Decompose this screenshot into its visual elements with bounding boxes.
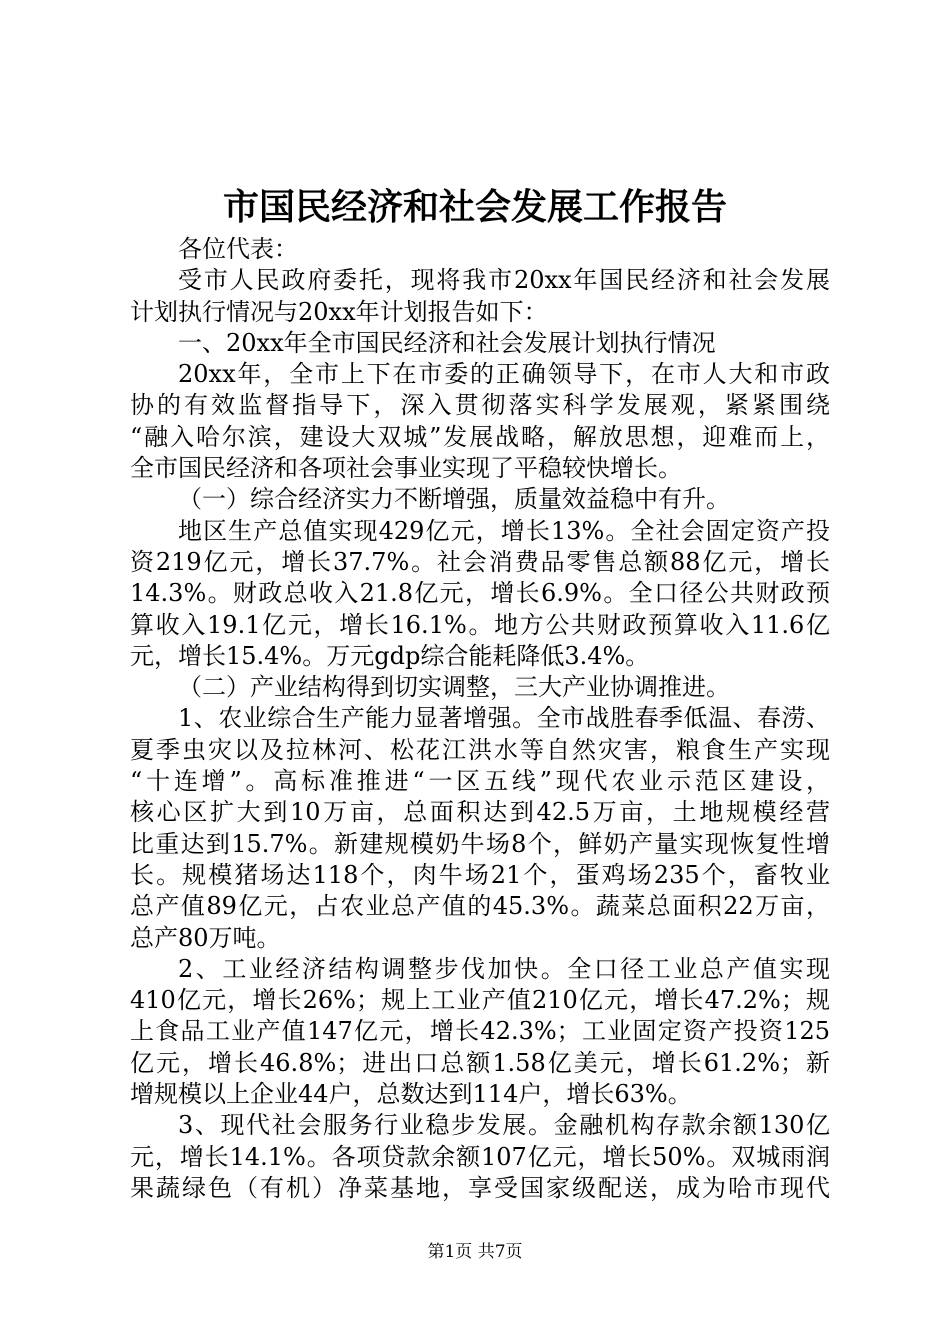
text-line: “十连增”。高标准推进“一区五线”现代农业示范区建设， [130,767,830,796]
text-line: 夏季虫灾以及拉林河、松花江洪水等自然灾害，粮食生产实现 [130,735,830,764]
text-line: 1、农业综合生产能力显著增强。全市战胜春季低温、春涝、 [178,704,830,733]
text-line: 总产值89亿元，占农业总产值的45.3%。蔬菜总面积22万亩， [130,892,830,921]
text-line: 果蔬绿色（有机）净菜基地，享受国家级配送，成为哈市现代 [130,1173,830,1202]
text-line: 长。规模猪场达118个，肉牛场21个，蛋鸡场235个，畜牧业 [130,860,830,889]
text-line: 资219亿元，增长37.7%。社会消费品零售总额88亿元，增长 [130,547,830,576]
text-line: 地区生产总值实现429亿元，增长13%。全社会固定资产投 [178,516,830,545]
text-line: （一）综合经济实力不断增强，质量效益稳中有升。 [178,485,730,514]
text-line: 协的有效监督指导下，深入贯彻落实科学发展观，紧紧围绕 [130,391,830,420]
text-line: 全市国民经济和各项社会事业实现了平稳较快增长。 [130,454,682,483]
text-line: 2、工业经济结构调整步伐加快。全口径工业总产值实现 [178,954,830,983]
text-line: 410亿元，增长26%；规上工业产值210亿元，增长47.2%；规 [130,986,830,1015]
text-line: （二）产业结构得到切实调整，三大产业协调推进。 [178,673,730,702]
document-title: 市国民经济和社会发展工作报告 [222,186,727,228]
text-line: 一、20xx年全市国民经济和社会发展计划执行情况 [178,328,716,357]
document-body [130,234,830,1204]
text-line: 20xx年，全市上下在市委的正确领导下，在市人大和市政 [178,360,830,389]
text-line: “融入哈尔滨，建设大双城”发展战略，解放思想，迎难而上， [130,422,830,451]
text-line: 亿元，增长46.8%；进出口总额1.58亿美元，增长61.2%；新 [130,1048,830,1077]
text-line: 14.3%。财政总收入21.8亿元，增长6.9%。全口径公共财政预 [130,579,830,608]
page-footer: 第1页 共7页 [427,1242,523,1262]
text-line: 总产80万吨。 [130,923,281,952]
text-line: 比重达到15.7%。新建规模奶牛场8个，鲜奶产量实现恢复性增 [130,829,830,858]
text-line: 上食品工业产值147亿元，增长42.3%；工业固定资产投资125 [130,1017,830,1046]
text-line: 各位代表： [178,235,298,263]
text-line: 增规模以上企业44户，总数达到114户，增长63%。 [130,1080,692,1109]
text-line: 算收入19.1亿元，增长16.1%。地方公共财政预算收入11.6亿 [130,610,830,639]
text-line: 受市人民政府委托，现将我市20xx年国民经济和社会发展 [178,266,830,295]
text-line: 计划执行情况与20xx年计划报告如下： [130,297,548,326]
text-line: 元，增长14.1%。各项贷款余额107亿元，增长50%。双城雨润 [130,1142,830,1171]
text-line: 3、现代社会服务行业稳步发展。金融机构存款余额130亿 [178,1111,830,1140]
text-line: 元，增长15.4%。万元gdp综合能耗降低3.4%。 [130,641,650,670]
text-line: 核心区扩大到10万亩，总面积达到42.5万亩，土地规模经营 [130,798,830,827]
